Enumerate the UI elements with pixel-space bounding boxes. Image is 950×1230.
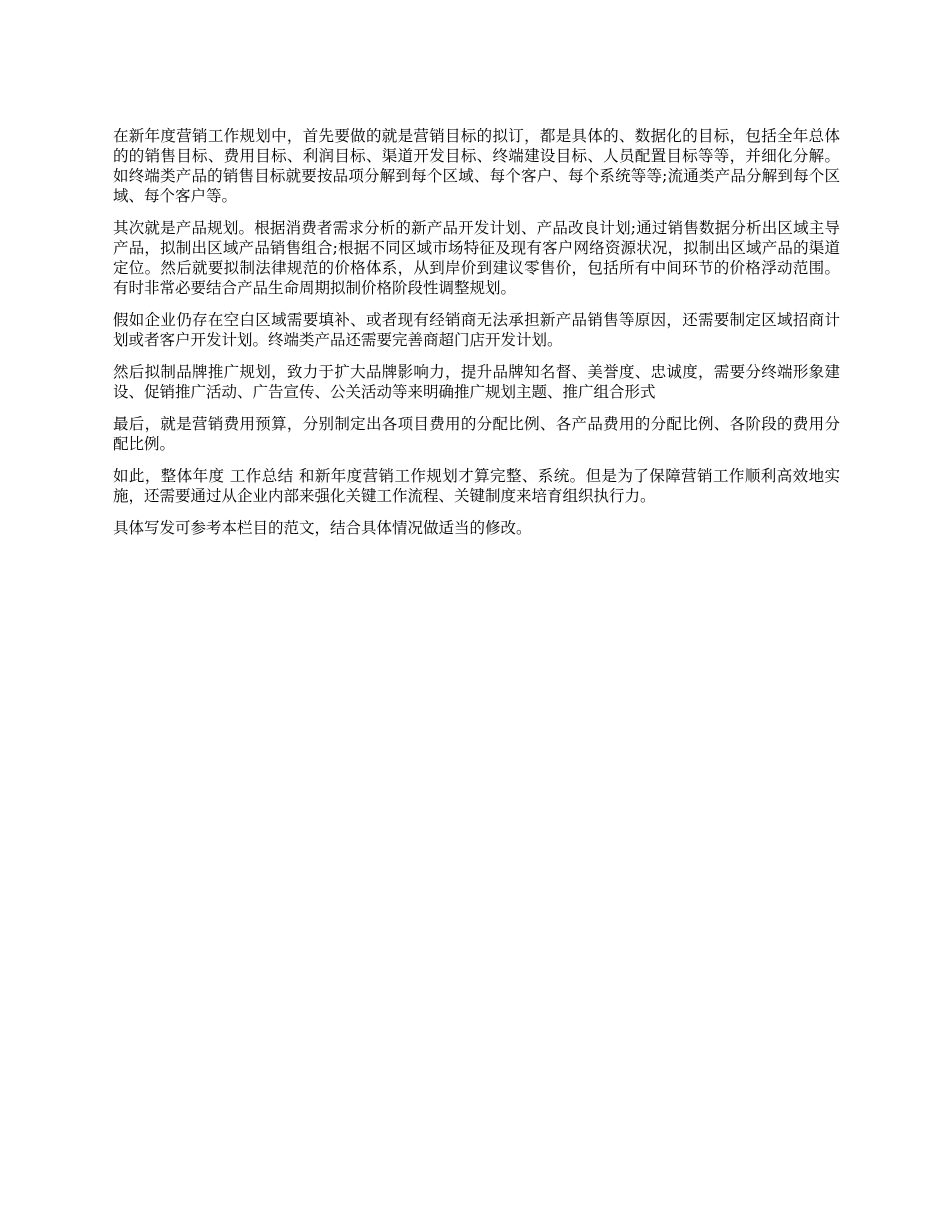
paragraph-product-planning: 其次就是产品规划。根据消费者需求分析的新产品开发计划、产品改良计划;通过销售数据分析出区域主导产品，拟制出区域产品销售组合;根据不同区域市场特征及现有客户网络资源状况，拟制出区域产品的渠道定位。然后就要拟制法律规范的价格体系，从到岸价到建议零售价，包括所有中间环节的价格浮动范围。有时非常必要结合产品生命周期拟制价格阶段性调整规划。	[113, 219, 840, 297]
document-body	[113, 126, 840, 550]
paragraph-brand-promotion: 然后拟制品牌推广规划，致力于扩大品牌影响力，提升品牌知名督、美誉度、忠诚度，需要分终端形象建设、促销推广活动、广告宣传、公关活动等来明确推广规划主题、推广组合形式	[113, 363, 840, 401]
paragraph-budget: 最后，就是营销费用预算，分别制定出各项目费用的分配比例、各产品费用的分配比例、各阶段的费用分配比例。	[113, 415, 840, 453]
paragraph-region-recruitment: 假如企业仍存在空白区域需要填补、或者现有经销商无法承担新产品销售等原因，还需要制定区域招商计划或者客户开发计划。终端类产品还需要完善商超门店开发计划。	[113, 311, 840, 349]
paragraph-reference-note: 具体写发可参考本栏目的范文，结合具体情况做适当的修改。	[113, 519, 532, 537]
paragraph-summary: 如此，整体年度 工作总结 和新年度营销工作规划才算完整、系统。但是为了保障营销工作顺利高效地实施，还需要通过从企业内部来强化关键工作流程、关键制度来培育组织执行力。	[113, 467, 840, 505]
paragraph-marketing-goals: 在新年度营销工作规划中，首先要做的就是营销目标的拟订，都是具体的、数据化的目标，包括全年总体的的销售目标、费用目标、利润目标、渠道开发目标、终端建设目标、人员配置目标等等，并细化分解。如终端类产品的销售目标就要按品项分解到每个区域、每个客户、每个系统等等;流通类产品分解到每个区域、每个客户等。	[113, 127, 840, 205]
